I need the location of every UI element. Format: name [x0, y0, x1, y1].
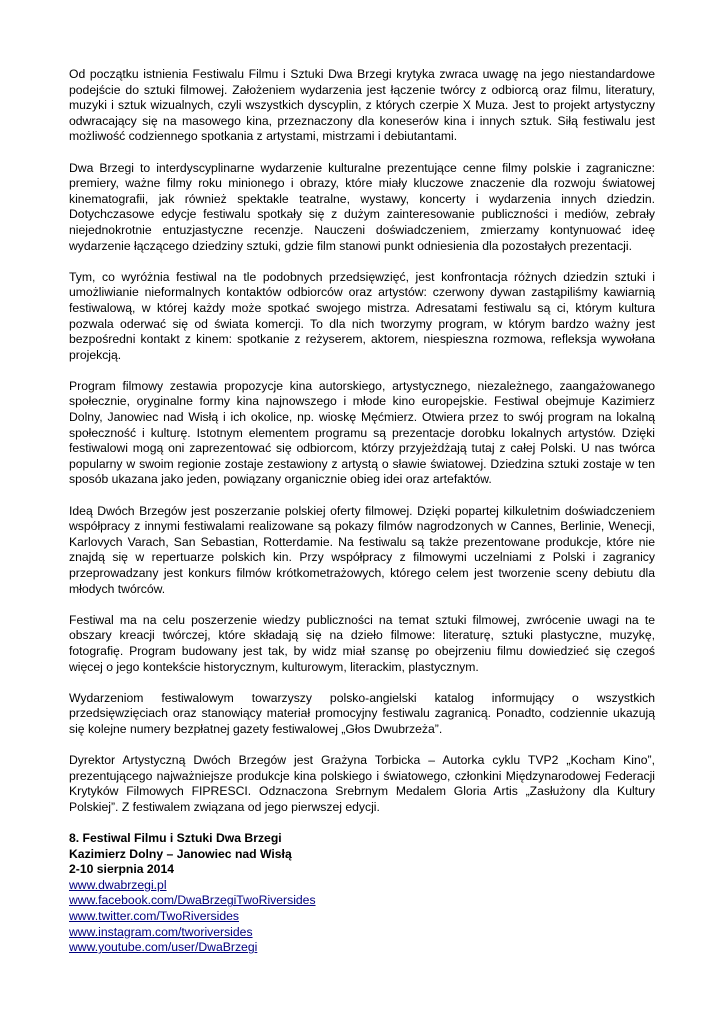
link-youtube[interactable]: www.youtube.com/user/DwaBrzegi	[69, 940, 258, 955]
paragraph-artistic-director: Dyrektor Artystyczną Dwóch Brzegów jest Grażyna Torbicka – Autorka cyklu TVP2 „Kocham Kino”, prezentującego najważniejsze produkcje kina polskiego i światowego, członkini Międzynarodowej Federacji Krytyków Filmowych FIPRESCI. Odznaczona Srebrnym Medalem Gloria Artis „Zasłużony dla Kultury Polskiej”. Z festiwalem związana od jego pierwszej edycji.	[69, 753, 655, 814]
paragraph-catalog: Wydarzeniom festiwalowym towarzyszy polsko-angielski katalog informujący o wszystkich przedsięwzięciach oraz stanowiący materiał promocyjny festiwalu zagranicą. Ponadto, codziennie ukazują się kolejne numery bezpłatnej gazety festiwalowej „Głos Dwubrzeża”.	[69, 690, 655, 736]
paragraph-festival-history: Od początku istnienia Festiwalu Filmu i Sztuki Dwa Brzegi krytyka zwraca uwagę na jego niestandardowe podejście do sztuki filmowej. Założeniem wydarzenia jest łączenie twórcy z odbiorcą oraz filmu, literatury, muzyki i sztuk wizualnych, czyli wszystkich dyscyplin, z których czerpie X Muza. Jest to projekt artystyczny odwracający się na masowego kina, przeznaczony dla koneserów kina i innych sztuk. Siłą festiwalu jest możliwość codziennego spotkania z artystami, mistrzami i debiutantami.	[69, 67, 655, 144]
paragraph-film-program: Program filmowy zestawia propozycje kina autorskiego, artystycznego, niezależnego, zaangażowanego społecznie, oryginalne formy kina najnowszego i młode kino europejskie. Festiwal obejmuje Kazimierz Dolny, Janowiec nad Wisłą i ich okolice, np. wioskę Męćmierz. Otwiera przez to swój program na lokalną społeczność i kulturę. Istotnym elementem programu są prezentacje dorobku lokalnych artystów. Dzięki festiwalowi mogą oni zaprezentować się odbiorcom, którzy przyjeżdżają tutaj z całej Polski. U nas twórca popularny w swoim regionie zostaje zestawiony z artystą o sławie światowej. Dziedzina sztuki zostaje w ten sposób ukazana jako jeden, powiązany organicznie obieg idei oraz artefaktów.	[69, 378, 655, 487]
festival-dates: 2-10 sierpnia 2014	[69, 862, 175, 877]
paragraph-festival-goal: Festiwal ma na celu poszerzenie wiedzy publiczności na temat sztuki filmowej, zwrócenie uwagi na te obszary kreacji twórczej, które składają się na dzieło filmowe: literaturę, sztuki plastyczne, muzykę, fotografię. Program budowany jest tak, by widz miał szansę po obejrzeniu filmu dowiedzieć się czegoś więcej o jego kontekście historycznym, kulturowym, literackim, plastycznym.	[69, 612, 655, 674]
link-facebook[interactable]: www.facebook.com/DwaBrzegiTwoRiversides	[69, 893, 316, 908]
festival-title: 8. Festiwal Filmu i Sztuki Dwa Brzegi	[69, 831, 282, 846]
paragraph-film-offer: Ideą Dwóch Brzegów jest poszerzanie polskiej oferty filmowej. Dzięki popartej kilkuletnim doświadczeniem współpracy z innymi festiwalami realizowane są pokazy filmów nagrodzonych w Cannes, Berlinie, Wenecji, Karlovych Varach, San Sebastian, Rotterdamie. Na festiwalu są także prezentowane produkcje, które nie znajdą się w repertuarze polskich kin. Przy współpracy z filmowymi uczelniami z Polski i zagranicy przeprowadzany jest konkurs filmów krótkometrażowych, którego celem jest tworzenie sceny debiutu dla młodych twórców.	[69, 503, 655, 596]
festival-location: Kazimierz Dolny – Janowiec nad Wisłą	[69, 846, 292, 861]
link-twitter[interactable]: www.twitter.com/TwoRiversides	[69, 909, 239, 924]
link-instagram[interactable]: www.instagram.com/tworiversides	[69, 924, 253, 939]
paragraph-interdisciplinary: Dwa Brzegi to interdyscyplinarne wydarzenie kulturalne prezentujące cenne filmy polskie i zagraniczne: premiery, ważne filmy roku minionego i obrazy, które miały kluczowe znaczenie dla rozwoju światowej kinematografii, jak również spektakle teatralne, wystawy, koncerty i wydarzenia innych dziedzin. Dotychczasowe edycje festiwalu spotkały się z dużym zainteresowanie publiczności i mediów, zebrały niejednokrotnie entuzjastyczne recenzje. Nauczeni doświadczeniem, zmierzamy kontynuować ideę wydarzenie łączącego dziedziny sztuki, gdzie film stanowi punkt odniesienia dla pozostałych prezentacji.	[69, 160, 655, 253]
festival-info-footer	[69, 831, 655, 956]
paragraph-distinction: Tym, co wyróżnia festiwal na tle podobnych przedsięwzięć, jest konfrontacja różnych dziedzin sztuki i umożliwianie nieformalnych kontaktów odbiorców oraz artystów: czerwony dywan zastąpiliśmy kawiarnią festiwalową, w której każdy może spotkać swojego mistrza. Adresatami festiwalu są ci, którym kultura pozwala oderwać się od świata komercji. To dla nich tworzymy program, w którym bardzo ważny jest bezpośredni kontakt z kinem: spotkanie z reżyserem, aktorem, niespieszna rozmowa, refleksja wywołana projekcją.	[69, 269, 655, 362]
link-website[interactable]: www.dwabrzegi.pl	[69, 877, 167, 892]
document-page	[69, 67, 655, 956]
